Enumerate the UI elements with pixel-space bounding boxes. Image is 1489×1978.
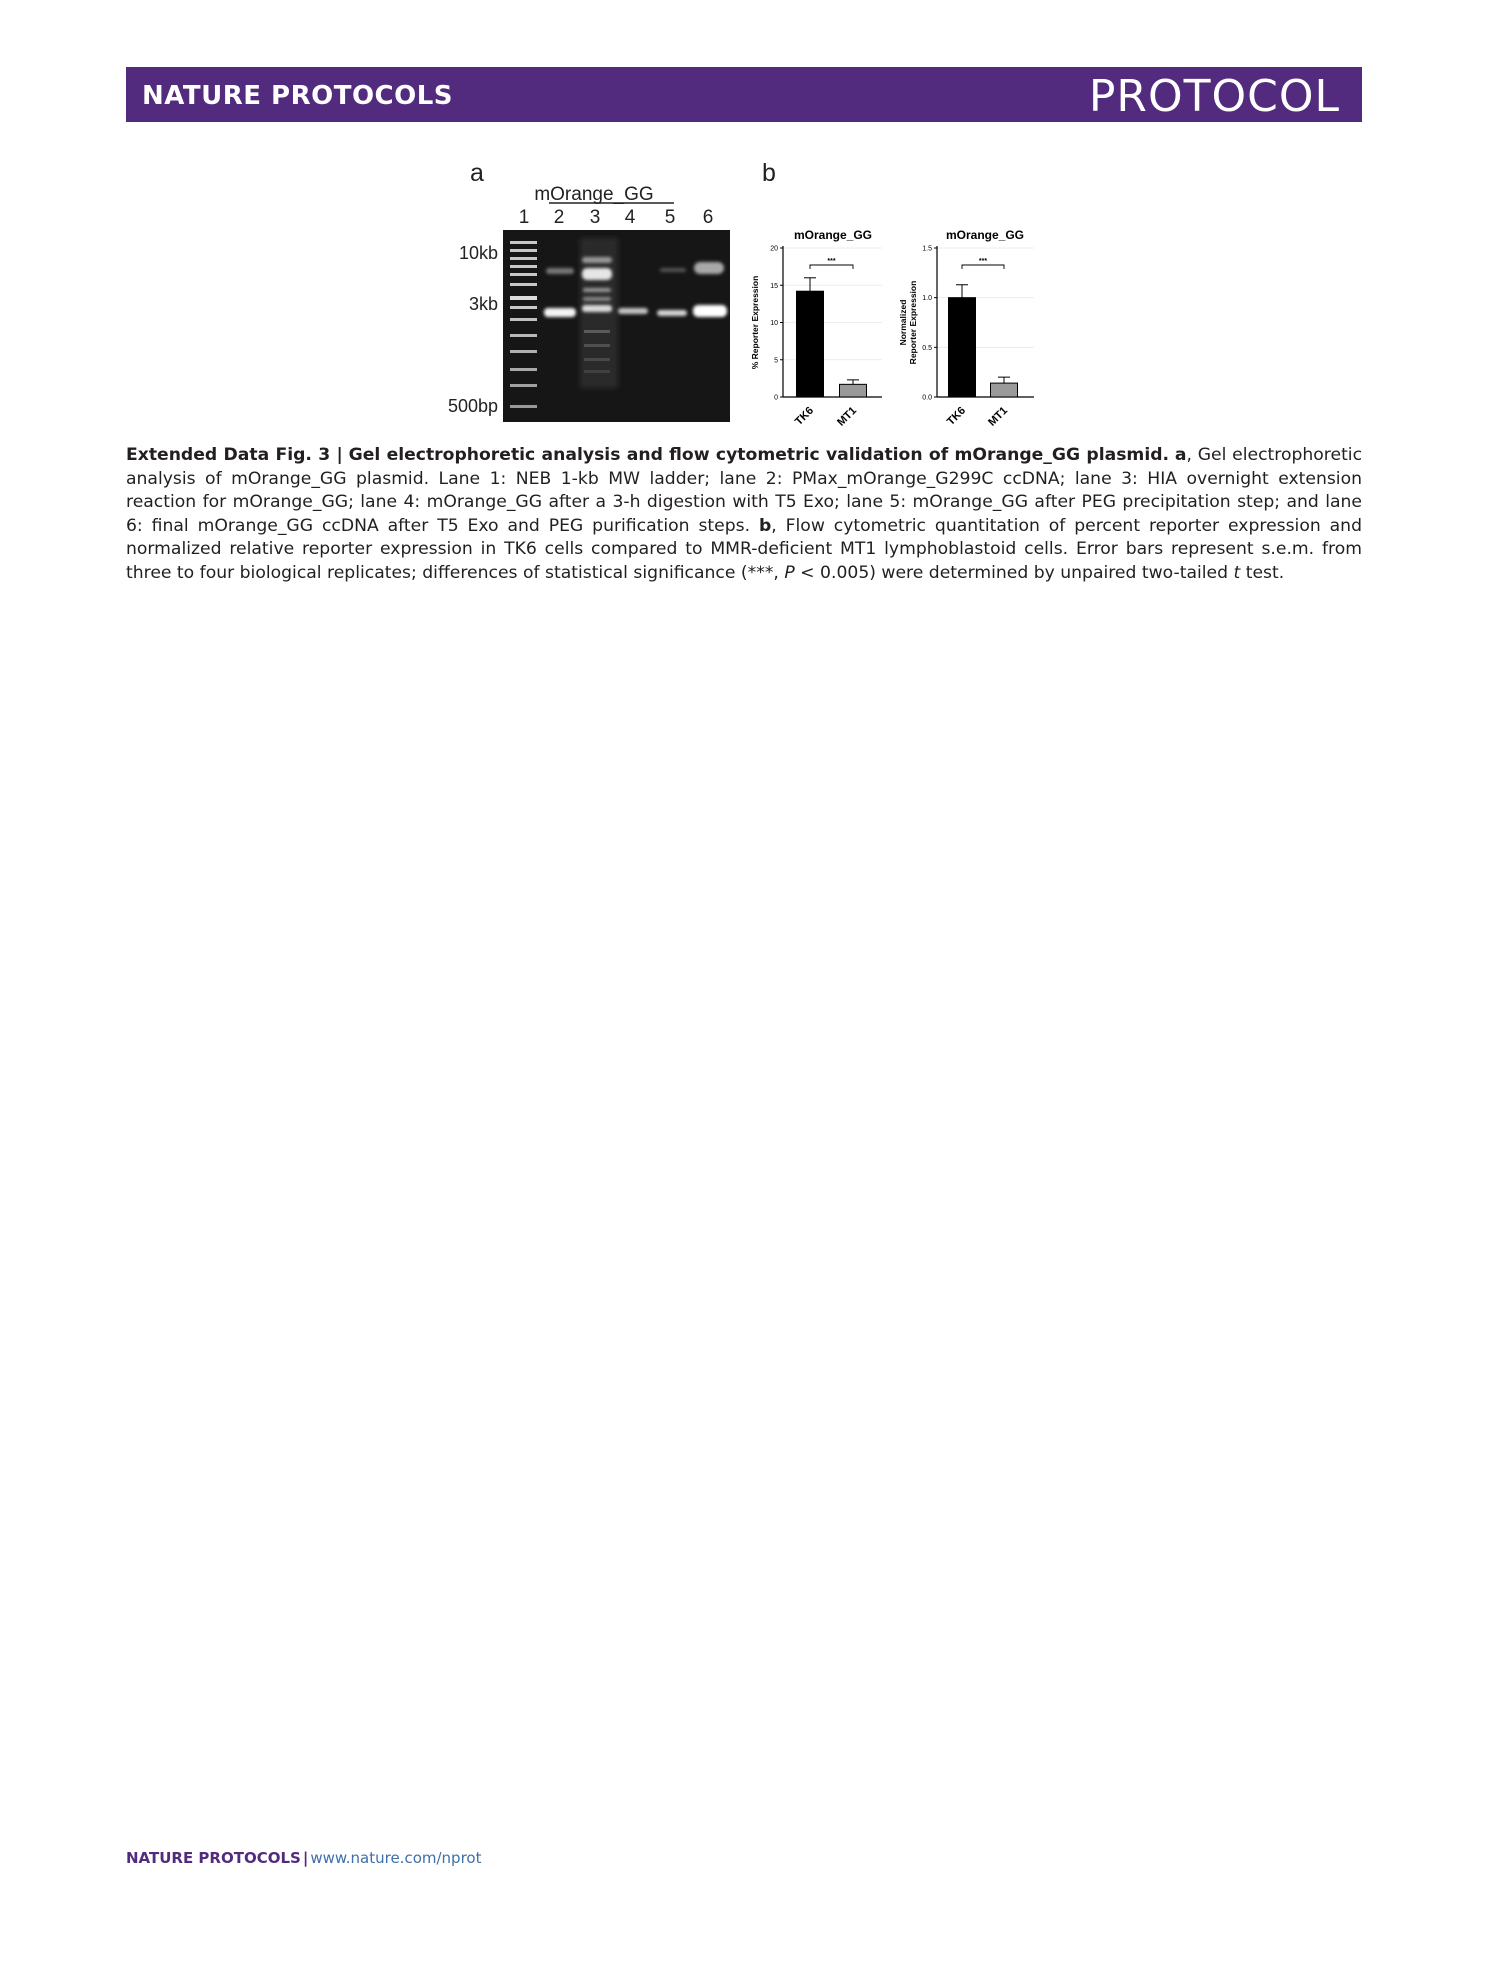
- gel-band: [546, 268, 574, 274]
- bar: [797, 291, 824, 397]
- page-footer: [126, 1849, 481, 1867]
- gel-band: [657, 310, 687, 316]
- y-tick-label: 1.5: [922, 245, 932, 253]
- y-tick-label: 10: [770, 320, 778, 327]
- ladder-band: [510, 350, 537, 353]
- lane-number: 3: [589, 207, 601, 228]
- chart-normalized-reporter-expression: [898, 228, 1034, 429]
- panel-b-label: b: [762, 159, 776, 187]
- caption-a-text: , Gel electrophoretic analysis of mOrange_GG plasmid. Lane 1: NEB 1-kb MW ladder; lane 2: PMax_mOrange_G299C ccDNA; lane 3: HIA overnight extension reaction for mOrange_GG; lane 4: mOrange_GG after a 3-h digestion with T5 Exo; lane 5: mOrange_GG after PEG precipitation step; and lane 6: final mOrange_GG ccDNA after T5 Exo and PEG purification steps.: [126, 445, 1363, 536]
- chart-percent-reporter-expression: [750, 228, 882, 429]
- category-label: TK6: [944, 404, 969, 428]
- gel-band: [582, 305, 612, 312]
- caption-t-symbol: t: [1233, 562, 1241, 583]
- marker-3kb: 3kb: [468, 294, 498, 314]
- caption-b-label: b: [758, 515, 772, 536]
- gel-band: [583, 297, 611, 301]
- gel-band: [544, 308, 576, 317]
- ladder-band: [510, 334, 537, 337]
- gel-band: [583, 288, 611, 292]
- bar: [991, 383, 1018, 397]
- category-label: MT1: [986, 404, 1011, 429]
- gel-band: [582, 268, 612, 280]
- ladder-band: [510, 306, 537, 309]
- bar: [840, 384, 867, 397]
- y-tick-label: 5: [774, 357, 778, 365]
- lane-number: 1: [518, 207, 530, 228]
- caption-b-text-2: < 0.005) were determined by unpaired two-tailed: [794, 562, 1234, 583]
- marker-500bp: 500bp: [447, 396, 498, 416]
- y-tick-label: 0: [774, 394, 778, 402]
- y-tick-label: 20: [770, 245, 778, 253]
- caption-p-symbol: P: [784, 562, 795, 583]
- figure-caption: [126, 444, 1362, 585]
- lane-number: 6: [702, 207, 714, 228]
- size-markers: [448, 243, 498, 416]
- panel-b: [750, 159, 1034, 429]
- footer-url-link[interactable]: www.nature.com/nprot: [310, 1849, 482, 1867]
- lane-3: [580, 238, 618, 388]
- y-axis-label: Reporter Expression: [908, 280, 918, 365]
- gel-group-label: mOrange_GG: [534, 184, 654, 205]
- y-axis-label: Normalized: [898, 299, 908, 346]
- ladder-band: [510, 318, 537, 321]
- y-tick-label: 0.0: [922, 394, 932, 402]
- ladder-band: [510, 257, 537, 260]
- y-tick-label: 0.5: [922, 344, 932, 352]
- panel-a: [448, 159, 730, 422]
- ladder-band: [510, 241, 537, 244]
- journal-name: NATURE PROTOCOLS: [142, 81, 454, 111]
- marker-10kb: 10kb: [458, 243, 498, 263]
- gel-image: [503, 230, 730, 422]
- gel-band: [582, 257, 612, 263]
- category-label: TK6: [792, 404, 817, 428]
- caption-b-text-3: test.: [1240, 562, 1285, 583]
- caption-b-text-1: , Flow cytometric quantitation of percent reporter expression and normalized relative reporter expression in TK6 cells compared to MMR-deficient MT1 lymphoblastoid cells. Error bars represent s.e.m. from three to four biological replicates; differences of statistical significance (***,: [126, 515, 1362, 583]
- y-tick-label: 1.0: [922, 295, 932, 303]
- y-tick-label: 15: [770, 282, 778, 290]
- gel-band: [584, 344, 610, 347]
- footer-journal: NATURE PROTOCOLS: [126, 1849, 301, 1867]
- panel-a-label: a: [470, 159, 484, 187]
- gel-band: [584, 370, 610, 373]
- article-type-label: PROTOCOL: [1088, 71, 1340, 122]
- caption-label: Extended Data Fig. 3 |: [126, 445, 343, 465]
- category-label: MT1: [835, 404, 860, 429]
- significance-bracket: [810, 265, 853, 269]
- y-axis-label: % Reporter Expression: [750, 275, 760, 370]
- gel-band: [584, 330, 610, 333]
- ladder-band: [510, 368, 537, 371]
- chart-title: mOrange_GG: [945, 228, 1025, 242]
- caption-a-label: a: [1174, 445, 1187, 465]
- gel-band: [584, 358, 610, 361]
- ladder-band: [510, 273, 537, 276]
- ladder-band: [510, 283, 537, 286]
- bar: [949, 298, 976, 397]
- figure: [0, 0, 1489, 440]
- gel-band: [694, 262, 724, 274]
- ladder-band: [510, 265, 537, 268]
- ladder-band: [510, 249, 537, 252]
- significance-marker: ***: [827, 258, 836, 265]
- caption-title: Gel electrophoretic analysis and flow cytometric validation of mOrange_GG plasmid.: [348, 445, 1170, 465]
- ladder-band: [510, 405, 537, 408]
- lane-4: [618, 308, 648, 314]
- gel-band: [693, 305, 727, 317]
- chart-title: mOrange_GG: [793, 228, 873, 242]
- gel-band: [618, 308, 648, 314]
- gel-band: [660, 268, 686, 272]
- footer-separator: |: [302, 1849, 309, 1867]
- ladder-band: [510, 296, 537, 300]
- lane-number: 4: [624, 207, 636, 228]
- ladder-band: [510, 384, 537, 387]
- lane-number: 2: [553, 207, 565, 228]
- significance-marker: ***: [978, 258, 988, 265]
- lane-numbers: [519, 207, 714, 228]
- lane-number: 5: [664, 207, 676, 228]
- significance-bracket: [962, 265, 1004, 269]
